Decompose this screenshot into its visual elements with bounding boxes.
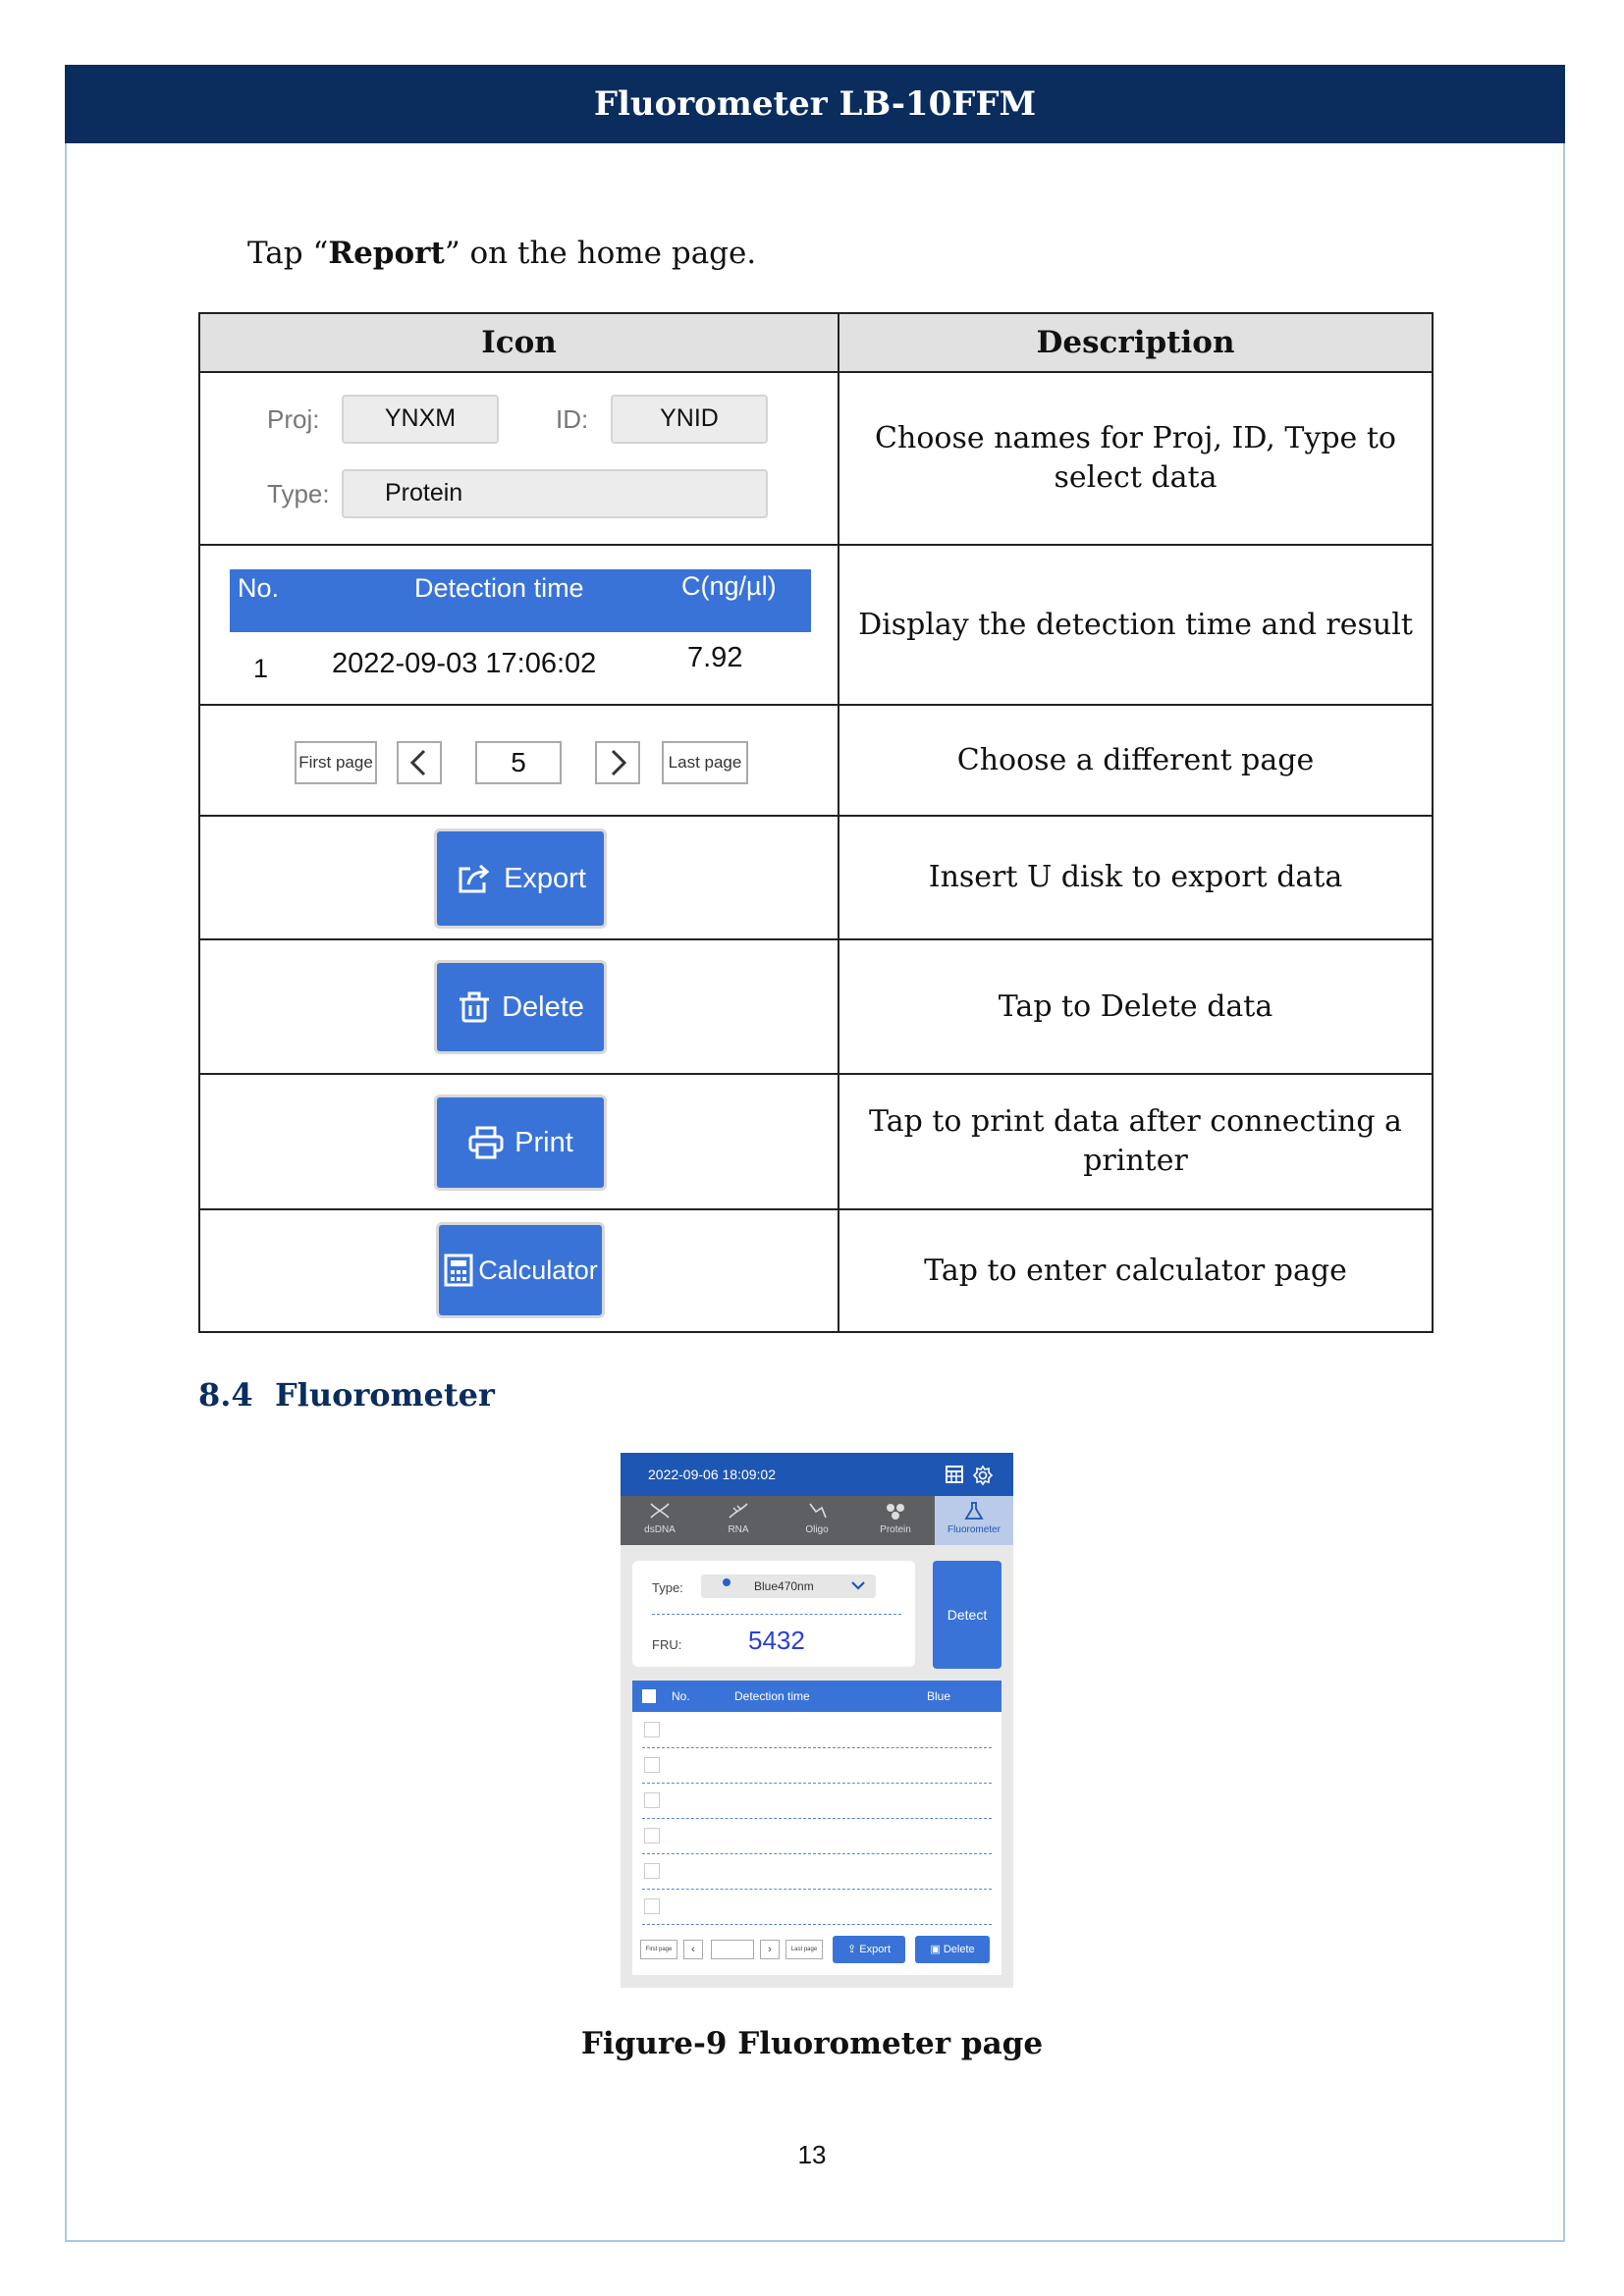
tab-protein-label: Protein (880, 1524, 911, 1535)
row-checkbox[interactable] (644, 1863, 660, 1879)
trash-icon: ▣ (930, 1944, 944, 1955)
phone-result-list (632, 1681, 1001, 1975)
phone-type-card (632, 1561, 915, 1667)
col-no: No. (238, 573, 280, 603)
list-item (642, 1747, 992, 1784)
phone-delete-label: Delete (943, 1944, 975, 1955)
print-button[interactable] (434, 1095, 607, 1191)
tab-dsdna-label: dsDNA (644, 1524, 676, 1535)
icon-proj-id-type (199, 372, 839, 545)
proj-label: Proj: (267, 404, 320, 434)
phone-export-button[interactable] (833, 1936, 905, 1963)
phone-export-label: Export (859, 1944, 892, 1955)
tab-rna-label: RNA (728, 1524, 749, 1535)
phone-type-value: Blue470nm (754, 1579, 814, 1593)
phone-tab-bar (621, 1496, 1013, 1545)
row-checkbox[interactable] (644, 1757, 660, 1773)
row-checkbox[interactable] (644, 1792, 660, 1808)
icon-print (199, 1074, 839, 1209)
result-table-header (230, 569, 811, 632)
delete-button[interactable] (434, 960, 607, 1054)
last-page-button[interactable]: Last page (662, 741, 748, 784)
desc-result-table: Display the detection time and result (839, 545, 1433, 705)
phone-type-label: Type: (652, 1580, 683, 1595)
phone-col-time: Detection time (734, 1689, 810, 1703)
chevron-right-icon (597, 743, 638, 782)
next-page-button[interactable] (595, 741, 640, 784)
list-item (642, 1783, 992, 1819)
desc-proj-id-type: Choose names for Proj, ID, Type to select data (839, 372, 1433, 545)
intro-bold: Report (328, 236, 445, 271)
divider (652, 1614, 901, 1615)
phone-type-select[interactable] (701, 1575, 876, 1598)
row-checkbox[interactable] (644, 1828, 660, 1843)
phone-fru-label: FRU: (652, 1637, 682, 1652)
fluorometer-screenshot (621, 1453, 1013, 1988)
delete-label: Delete (502, 990, 584, 1023)
row-checkbox[interactable] (644, 1722, 660, 1737)
tab-oligo[interactable] (778, 1496, 856, 1545)
chevron-left-icon (399, 743, 440, 782)
export-icon: ⇪ (846, 1944, 860, 1955)
type-field[interactable]: Protein (342, 469, 768, 518)
phone-delete-button[interactable] (915, 1936, 990, 1963)
page-number-input[interactable]: 5 (475, 741, 562, 784)
tab-oligo-label: Oligo (805, 1524, 829, 1535)
col-header-icon: Icon (199, 313, 839, 372)
list-item (642, 1889, 992, 1925)
intro-prefix: Tap “ (247, 236, 329, 271)
icon-delete (199, 939, 839, 1074)
tab-dsdna[interactable] (621, 1496, 699, 1545)
row-checkbox[interactable] (644, 1898, 660, 1914)
tab-rna[interactable] (699, 1496, 778, 1545)
printer-icon (467, 1125, 505, 1160)
section-number: 8.4 (198, 1376, 253, 1414)
id-label: ID: (556, 404, 589, 434)
desc-delete: Tap to Delete data (839, 939, 1433, 1074)
share-export-icon (455, 859, 494, 898)
rna-icon (726, 1500, 751, 1522)
calculator-button[interactable] (436, 1222, 605, 1318)
phone-last-page-button[interactable]: Last page (785, 1940, 823, 1959)
icon-calculator (199, 1209, 839, 1332)
calculator-icon[interactable] (945, 1465, 964, 1484)
desc-print: Tap to print data after connecting a printer (839, 1074, 1433, 1209)
proj-field[interactable]: YNXM (342, 395, 499, 444)
desc-pager: Choose a different page (839, 705, 1433, 816)
section-title: Fluorometer (274, 1376, 495, 1414)
section-heading (198, 1376, 495, 1414)
phone-list-header (632, 1681, 1001, 1712)
list-item (642, 1818, 992, 1854)
tab-protein[interactable] (856, 1496, 935, 1545)
phone-detect-button[interactable]: Detect (933, 1561, 1001, 1669)
page-number: 13 (797, 2140, 827, 2169)
phone-first-page-button[interactable]: First page (640, 1940, 677, 1959)
first-page-button[interactable]: First page (295, 741, 377, 784)
phone-prev-button[interactable]: ‹ (683, 1940, 703, 1959)
export-label: Export (504, 862, 586, 894)
phone-col-no: No. (672, 1689, 690, 1703)
settings-gear-icon[interactable] (972, 1465, 994, 1486)
col-detection-time: Detection time (414, 573, 584, 603)
phone-fru-value: 5432 (748, 1626, 805, 1655)
desc-calculator: Tap to enter calculator page (839, 1209, 1433, 1332)
list-item (642, 1712, 992, 1748)
icon-result-table (199, 545, 839, 705)
chevron-down-icon (850, 1579, 866, 1591)
calculator-label: Calculator (478, 1255, 598, 1285)
trash-icon (457, 989, 492, 1025)
icon-pager (199, 705, 839, 816)
id-field[interactable]: YNID (611, 395, 768, 444)
col-concentration: C(ng/µl) (681, 571, 777, 601)
intro-suffix: ” on the home page. (444, 236, 757, 271)
phone-page-input[interactable] (711, 1940, 754, 1959)
export-button[interactable] (434, 828, 607, 929)
desc-export: Insert U disk to export data (839, 816, 1433, 939)
print-label: Print (514, 1126, 573, 1158)
col-header-description: Description (839, 313, 1433, 372)
result-row-c: 7.92 (687, 642, 743, 673)
prev-page-button[interactable] (397, 741, 442, 784)
intro-text (247, 236, 756, 271)
icon-export (199, 816, 839, 939)
calculator-icon (443, 1253, 474, 1288)
protein-icon (883, 1500, 908, 1522)
page-header: Fluorometer LB-10FFM (65, 65, 1565, 143)
figure-caption: Figure-9 Fluorometer page (580, 2026, 1044, 2061)
dna-icon (647, 1500, 673, 1522)
list-item (642, 1853, 992, 1890)
icon-description-table (198, 312, 1434, 1333)
type-label: Type: (267, 479, 330, 508)
tab-fluorometer[interactable] (935, 1496, 1013, 1545)
phone-col-blue: Blue (927, 1689, 951, 1703)
blue-dot-icon (723, 1578, 731, 1586)
result-row-time: 2022-09-03 17:06:02 (332, 648, 597, 679)
flask-icon (961, 1500, 987, 1522)
phone-datetime: 2022-09-06 18:09:02 (648, 1467, 776, 1482)
oligo-icon (804, 1500, 830, 1522)
phone-next-button[interactable]: › (760, 1940, 780, 1959)
result-row-no: 1 (253, 654, 269, 683)
phone-status-bar (621, 1453, 1013, 1496)
select-all-checkbox[interactable] (642, 1689, 656, 1703)
tab-fluorometer-label: Fluorometer (947, 1524, 1001, 1535)
